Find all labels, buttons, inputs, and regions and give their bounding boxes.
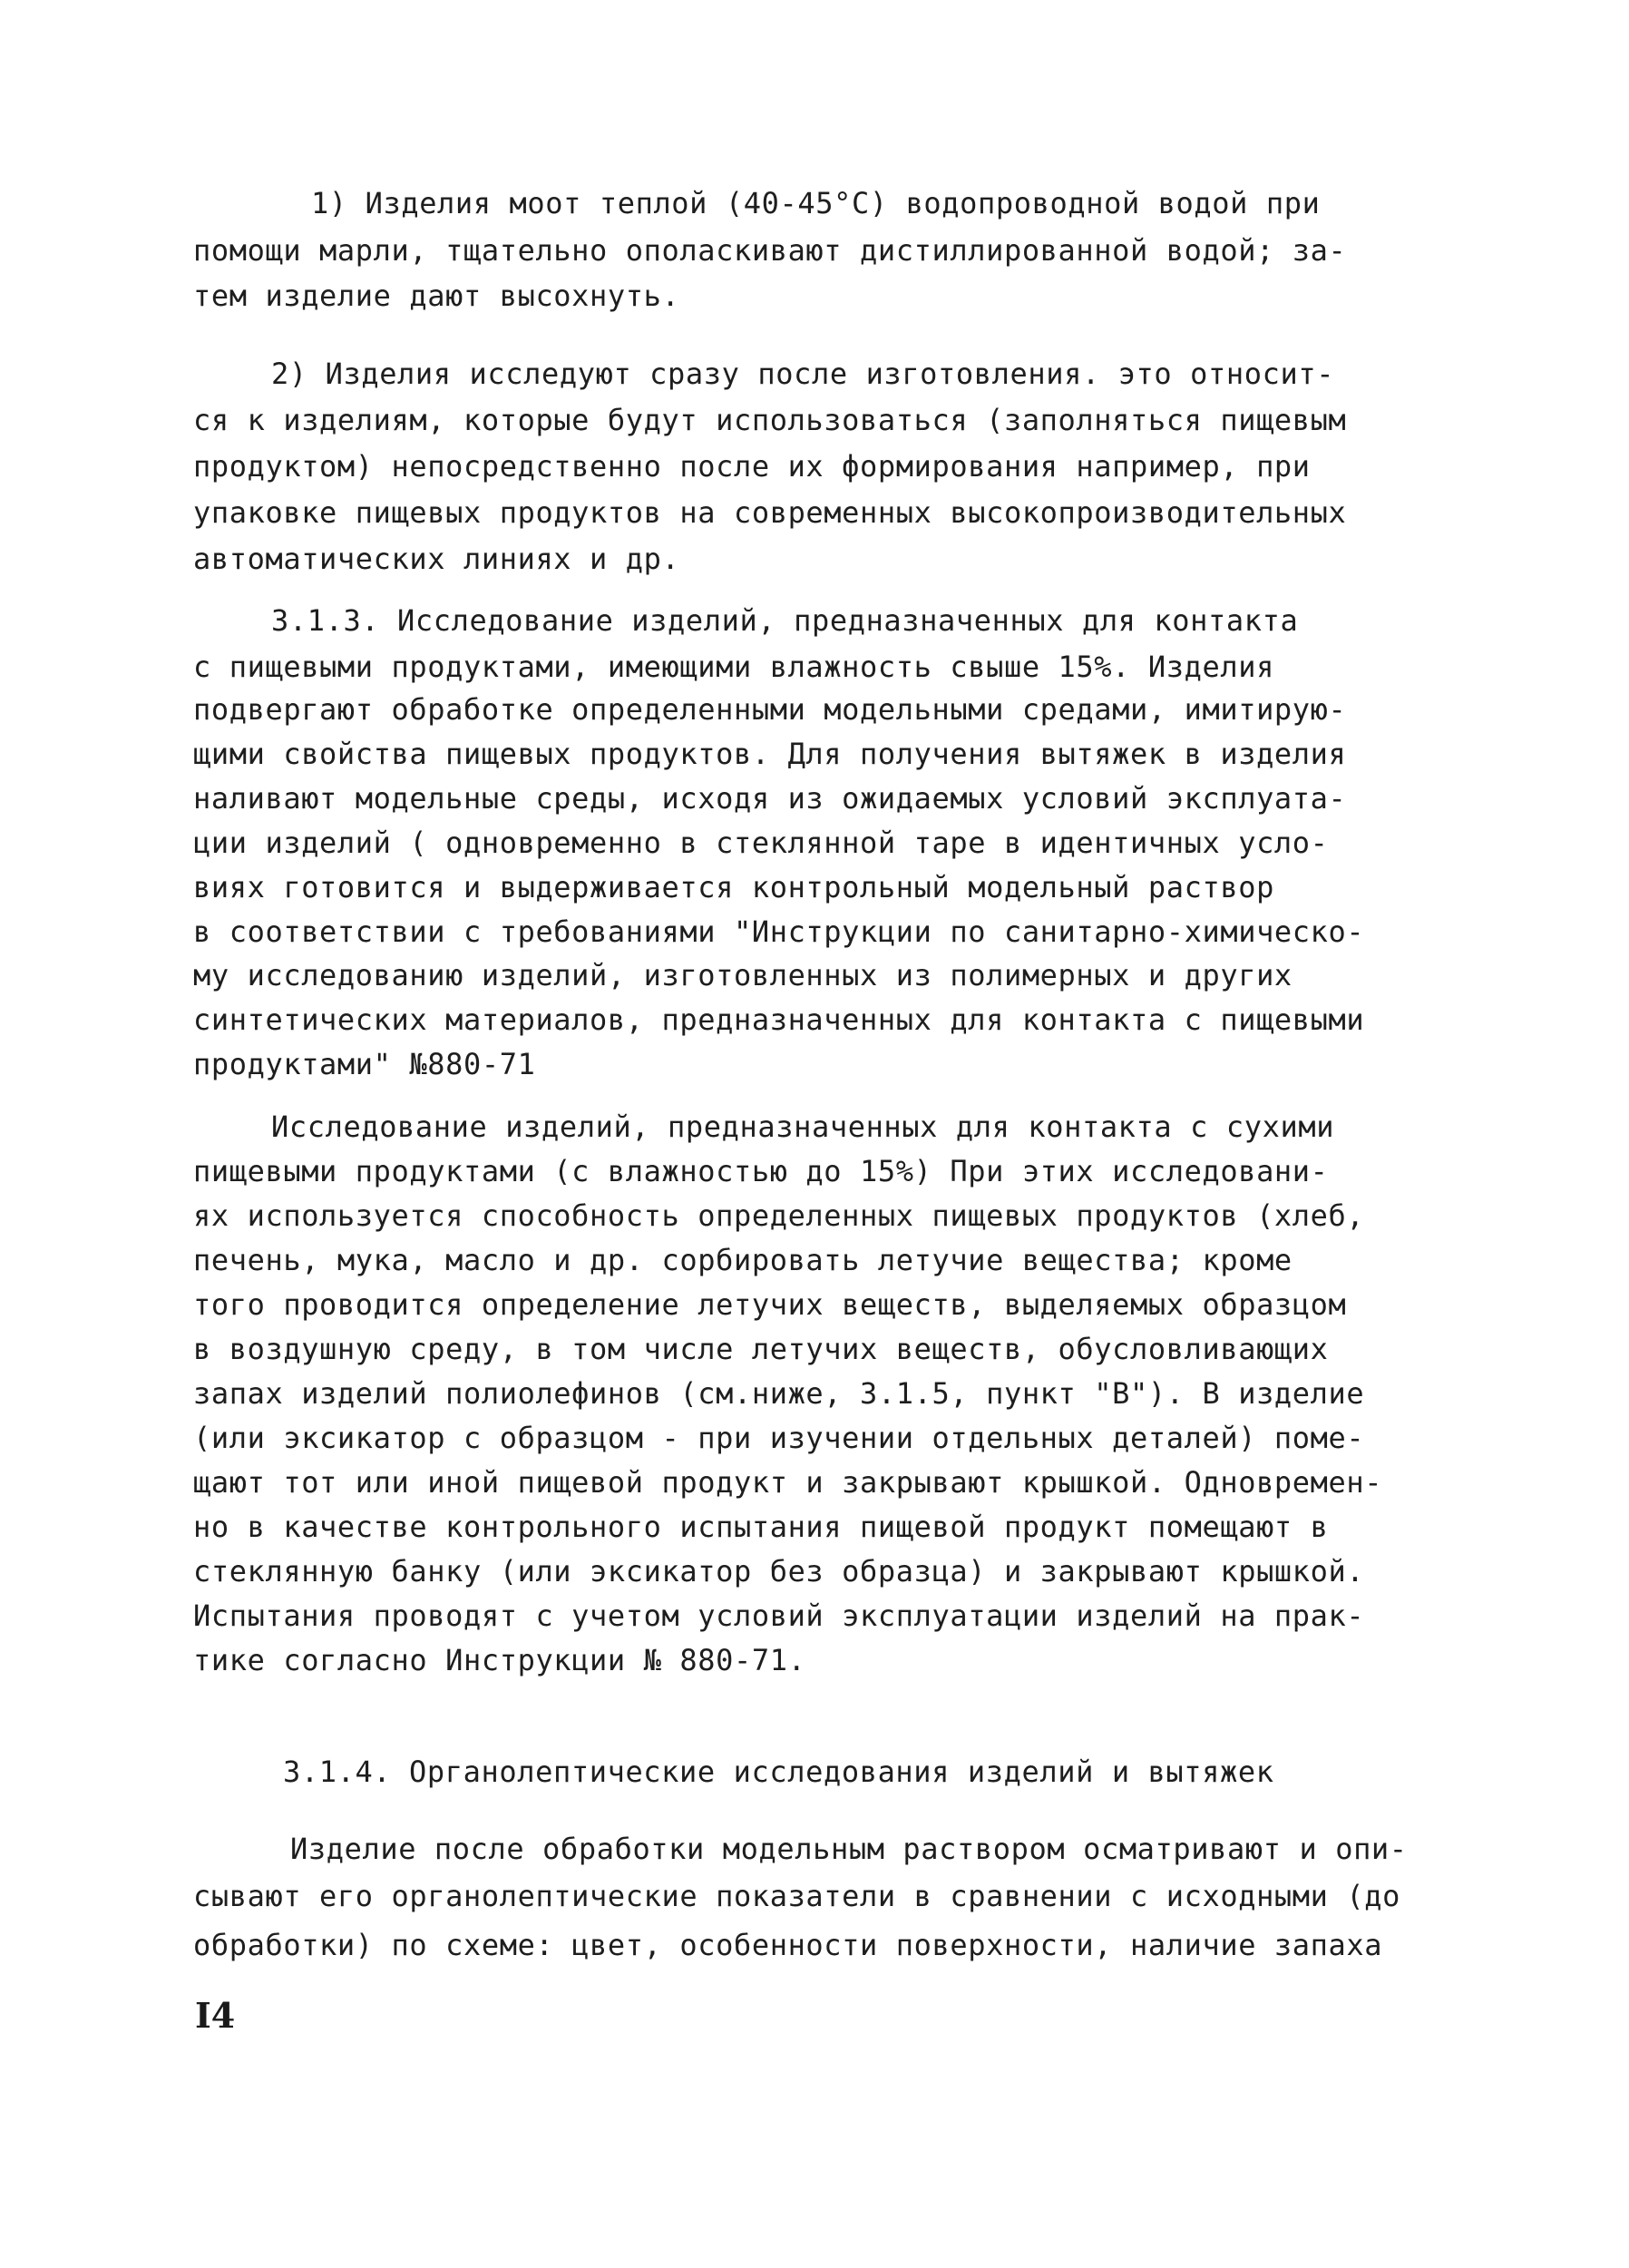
text-line: подвергают обработке определенными модельными средами, имитирую-	[193, 692, 1347, 727]
text-line: обработки) по схеме: цвет, особенности поверхности, наличие запаха	[193, 1928, 1383, 1962]
text-line: ции изделий ( одновременно в стеклянной таре в идентичных усло-	[193, 826, 1329, 860]
text-line: синтетических материалов, предназначенных для контакта с пищевыми	[193, 1002, 1365, 1037]
section-313-heading-line: 3.1.3. Исследование изделий, предназначенных для контакта	[271, 603, 1299, 638]
text-line: автоматических линиях и др.	[193, 542, 680, 576]
page-number: I4	[195, 1995, 236, 2036]
text-line: в соответствии с требованиями "Инструкции по санитарно-химическо-	[193, 914, 1365, 949]
text-line: му исследованию изделий, изготовленных из полимерных и других	[193, 958, 1292, 992]
text-line: тем изделие дают высохнуть.	[193, 279, 680, 313]
text-line: того проводится определение летучих веществ, выделяемых образцом	[193, 1287, 1347, 1322]
section-314-heading: 3.1.4. Органолептические исследования изделий и вытяжек	[283, 1755, 1274, 1789]
text-line: Изделие после обработки модельным раствором осматривают и опи-	[290, 1832, 1408, 1866]
text-line: Испытания проводят с учетом условий эксплуатации изделий на прак-	[193, 1598, 1365, 1633]
text-line: пищевыми продуктами (с влажностью до 15%) При этих исследовани-	[193, 1154, 1329, 1188]
text-line: 1) Изделия моот теплой (40-45°С) водопроводной водой при	[311, 186, 1321, 220]
text-line: наливают модельные среды, исходя из ожидаемых условий эксплуата-	[193, 781, 1347, 816]
text-line: ях используется способность определенных пищевых продуктов (хлеб,	[193, 1198, 1365, 1233]
text-line: с пищевыми продуктами, имеющими влажность свыше 15%. Изделия	[193, 650, 1274, 684]
text-line: продуктом) непосредственно после их формирования например, при	[193, 449, 1311, 484]
text-line: виях готовится и выдерживается контрольный модельный раствор	[193, 870, 1274, 904]
text-line: запах изделий полиолефинов (см.ниже, 3.1.5, пункт "В"). В изделие	[193, 1376, 1365, 1411]
text-line: стеклянную банку (или эксикатор без образца) и закрывают крышкой.	[193, 1554, 1365, 1589]
text-line: но в качестве контрольного испытания пищевой продукт помещают в	[193, 1510, 1329, 1544]
text-line: 2) Изделия исследуют сразу после изготовления. это относит-	[271, 357, 1335, 391]
text-line: Исследование изделий, предназначенных для контакта с сухими	[271, 1110, 1335, 1144]
text-line: продуктами" №880-71	[193, 1047, 536, 1081]
text-line: щими свойства пищевых продуктов. Для получения вытяжек в изделия	[193, 737, 1347, 771]
text-line: тике согласно Инструкции № 880-71.	[193, 1643, 806, 1677]
text-line: ся к изделиям, которые будут использоваться (заполняться пищевым	[193, 403, 1347, 437]
text-line: печень, мука, масло и др. сорбировать летучие вещества; кроме	[193, 1243, 1292, 1277]
text-line: щают тот или иной пищевой продукт и закрывают крышкой. Одновремен-	[193, 1465, 1383, 1500]
text-line: в воздушную среду, в том числе летучих веществ, обусловливающих	[193, 1332, 1329, 1366]
text-line: упаковке пищевых продуктов на современных высокопроизводительных	[193, 495, 1347, 530]
text-line: сывают его органолептические показатели в сравнении с исходными (до	[193, 1879, 1400, 1913]
text-line: (или эксикатор с образцом - при изучении отдельных деталей) поме-	[193, 1421, 1365, 1455]
text-line: помощи марли, тщательно ополаскивают дистиллированной водой; за-	[193, 233, 1347, 268]
